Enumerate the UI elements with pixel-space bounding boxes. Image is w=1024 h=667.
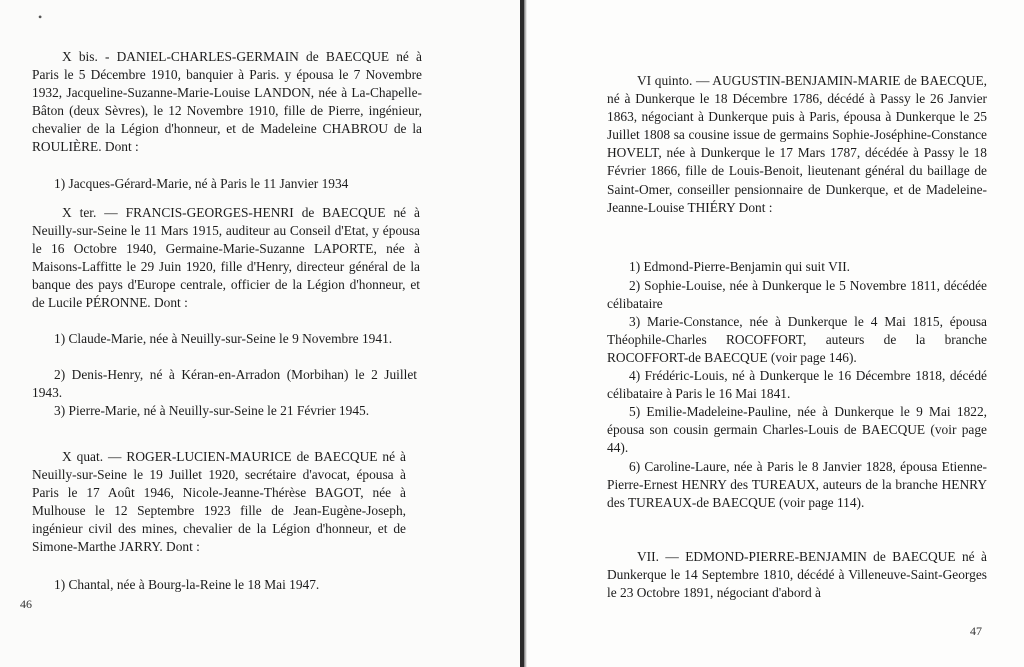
entry-x-bis: X bis. - DANIEL-CHARLES-GERMAIN de BAECQUE né à Paris le 5 Décembre 1910, banquier à Paris. y épousa le 7 Novembre 1932, Jacqueline-Suzanne-Marie-Louise LANDON, née à La-Chapelle-Bâton (deux Sèvres), le 12 Novembre 1910, fille de Pierre, ingénieur, chevalier de la Légion d'honneur, et de Madeleine CHABROU de la ROULIÈRE. Dont : [32, 49, 422, 155]
right-page [527, 0, 1024, 667]
child-entry: 3) Marie-Constance, née à Dunkerque le 4 Mai 1815, épousa Théophile-Charles ROCOFFORT, auteurs de la branche ROCOFFORT-de BAECQUE (voir page 146). [607, 314, 987, 366]
stray-mark: • [38, 10, 43, 24]
child-entry: 2) Denis-Henry, né à Kéran-en-Arradon (Morbihan) le 2 Juillet 1943. [32, 367, 417, 401]
child-entry: 3) Pierre-Marie, né à Neuilly-sur-Seine le 21 Février 1945. [54, 403, 370, 418]
entry-x-quat: X quat. — ROGER-LUCIEN-MAURICE de BAECQUE né à Neuilly-sur-Seine le 19 Juillet 1920, secrétaire d'avocat, épousa à Paris le 17 Août 1946, Nicole-Jeanne-Thérèse BAGOT, née à Mulhouse le 12 Septembre 1923 fille de Jean-Eugène-Joseph, ingénieur civil des mines, chevalier de la Légion d'honneur, et de Simone-Marthe JARRY. Dont : [32, 449, 406, 555]
child-entry: 1) Chantal, née à Bourg-la-Reine le 18 Mai 1947. [54, 577, 320, 592]
child-entry: 6) Caroline-Laure, née à Paris le 8 Janvier 1828, épousa Etienne-Pierre-Ernest HENRY des TUREAUX, auteurs de la branche HENRY des TUREAUX-de BAECQUE (voir page 114). [607, 459, 987, 511]
page-number-right: 47 [970, 624, 982, 638]
child-entry: 1) Edmond-Pierre-Benjamin qui suit VII. [629, 259, 851, 274]
child-entry: 1) Claude-Marie, née à Neuilly-sur-Seine le 9 Novembre 1941. [54, 331, 393, 346]
child-entry: 1) Jacques-Gérard-Marie, né à Paris le 11 Janvier 1934 [54, 176, 349, 191]
page-number-left: 46 [20, 597, 32, 611]
entry-vi-quinto: VI quinto. — AUGUSTIN-BENJAMIN-MARIE de BAECQUE, né à Dunkerque le 18 Décembre 1786, décédé à Passy le 26 Janvier 1863, négociant à Dunkerque puis à Paris, épousa à Dunkerque le 25 Juillet 1808 sa cousine issue de germains Sophie-Joséphine-Constance HOVELT, née à Dunkerque le 17 Mars 1787, décédée à Passy le 18 Février 1866, fille de Louis-Benoit, lieutenant général du baillage de Saint-Omer, conseiller pensionnaire de Dunkerque, et de Madeleine-Jeanne-Louise THIÉRY Dont : [607, 73, 987, 215]
entry-vii: VII. — EDMOND-PIERRE-BENJAMIN de BAECQUE né à Dunkerque le 14 Septembre 1810, décédé à Villeneuve-Saint-Georges le 23 Octobre 1891, négociant d'abord à [607, 549, 987, 601]
entry-x-ter: X ter. — FRANCIS-GEORGES-HENRI de BAECQUE né à Neuilly-sur-Seine le 11 Mars 1915, auditeur au Conseil d'Etat, y épousa le 16 Octobre 1940, Germaine-Marie-Suzanne LAPORTE, née à Maisons-Laffitte le 29 Juin 1920, fille d'Henry, directeur général de la banque des pays d'Europe centrale, officier de la Légion d'honneur, et de Lucile PÉRONNE. Dont : [32, 205, 420, 311]
child-entry: 5) Emilie-Madeleine-Pauline, née à Dunkerque le 9 Mai 1822, épousa son cousin germain Charles-Louis de BAECQUE (voir page 44). [607, 404, 987, 456]
child-entry: 2) Sophie-Louise, née à Dunkerque le 5 Novembre 1811, décédée célibataire [607, 278, 987, 312]
child-entry: 4) Frédéric-Louis, né à Dunkerque le 16 Décembre 1818, décédé célibataire à Paris le 16 Mai 1841. [607, 368, 987, 402]
